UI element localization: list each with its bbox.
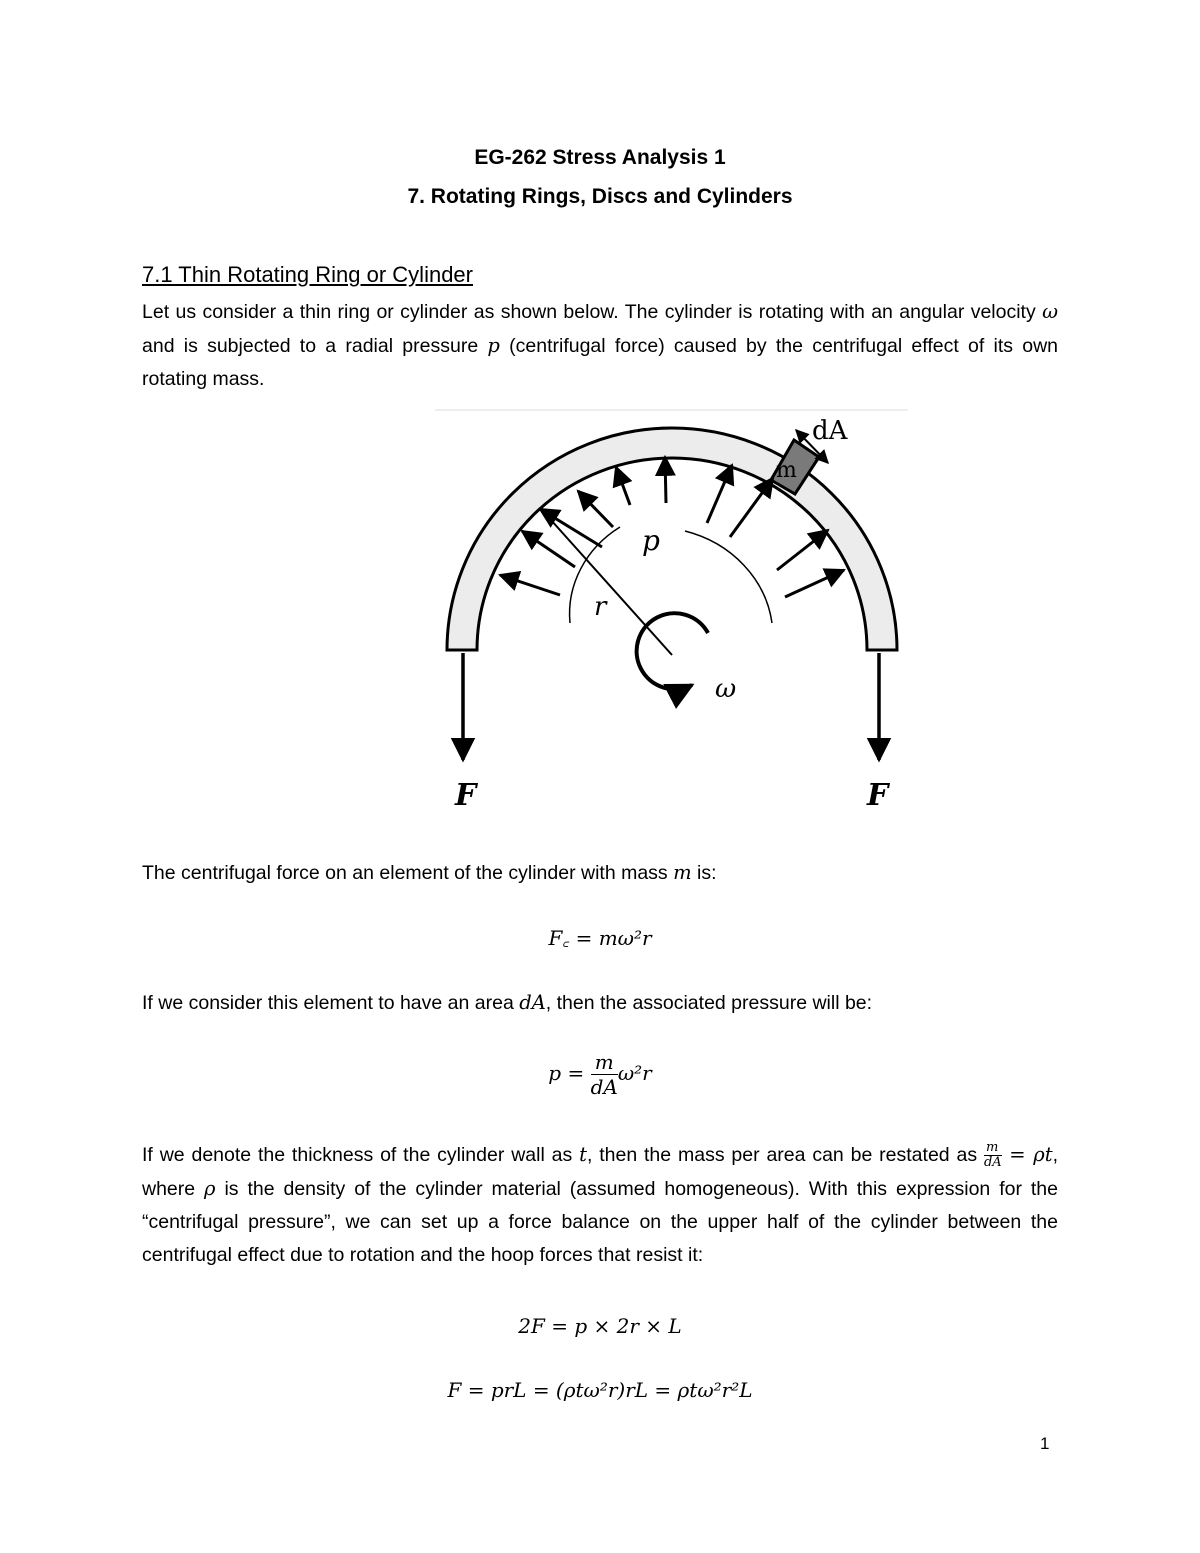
eq2-rhs: ω²r: [617, 1061, 652, 1085]
para2-text-a: The centrifugal force on an element of the cylinder with mass: [142, 862, 674, 884]
chapter-title: 7. Rotating Rings, Discs and Cylinders: [407, 185, 793, 208]
p-symbol: p: [487, 334, 500, 357]
rho-t-expression: = ρt: [1001, 1143, 1053, 1166]
inline-fraction-den: dA: [983, 1155, 1002, 1171]
rho-symbol: ρ: [204, 1177, 216, 1200]
section-heading: 7.1 Thin Rotating Ring or Cylinder: [142, 262, 473, 287]
equation-force-balance: 2F = p × 2r × L: [518, 1314, 682, 1338]
F-right-label: F: [867, 778, 889, 813]
omega-rotation-arrow: [637, 613, 708, 689]
eq2-lhs: p =: [548, 1061, 585, 1085]
force-balance-paragraph: [142, 1138, 1058, 1272]
eq2-fraction: [591, 1050, 618, 1099]
m-symbol: m: [673, 861, 692, 884]
page-number: 1: [1040, 1434, 1050, 1453]
course-title: EG-262 Stress Analysis 1: [474, 146, 726, 169]
mass-label: m: [776, 458, 797, 483]
inline-fraction-num: m: [984, 1141, 1002, 1156]
dA-symbol: dA: [519, 991, 546, 1014]
t-symbol: t: [579, 1143, 587, 1166]
centrifugal-force-paragraph: [142, 856, 1058, 890]
equation-pressure: [0, 1050, 1200, 1099]
para1-text-b: and is subjected to a radial pressure: [142, 335, 488, 357]
p-label: p: [642, 524, 660, 557]
omega-symbol: ω: [1042, 300, 1058, 323]
dA-label: dA: [812, 416, 848, 446]
eq2-denominator: dA: [590, 1075, 618, 1099]
F-left-label: F: [455, 778, 477, 813]
omega-label: ω: [715, 674, 737, 704]
equation-centrifugal-force: F꜀ = mω²r: [548, 926, 652, 950]
para3-text-a: If we consider this element to have an area: [142, 992, 520, 1014]
r-label: r: [594, 592, 607, 622]
para4-text-e: is the density of the cylinder material (assumed homogeneous). With this expression for the “centrifugal pressure”, we can set up a force balance on the upper half of the cylinder between the centrifugal effect due to rotation and the hoop forces that resist it:: [142, 1178, 1058, 1266]
pressure-paragraph: [142, 986, 1058, 1020]
para4-text-a: If we denote the thickness of the cylinder wall as: [142, 1144, 580, 1166]
para2-text-b: is:: [691, 862, 717, 884]
para3-text-b: , then the associated pressure will be:: [545, 992, 873, 1014]
ring-shape: [447, 428, 897, 650]
para1-text-a: Let us consider a thin ring or cylinder as shown below. The cylinder is rotating with an angular velocity: [142, 301, 1043, 323]
equation-hoop-force: F = prL = (ρtω²r)rL = ρtω²r²L: [447, 1378, 753, 1402]
eq2-numerator: m: [591, 1050, 618, 1075]
para1-text-c: (centrifugal force) caused by the centrifugal effect of its own rotating mass.: [142, 335, 1058, 390]
para4-text-d: , where: [142, 1144, 1059, 1200]
para4-text-b: , then the mass per area can be restated as: [586, 1144, 984, 1166]
rotating-ring-diagram: [430, 405, 910, 825]
inline-fraction: [984, 1141, 1002, 1170]
intro-paragraph: [142, 295, 1058, 396]
